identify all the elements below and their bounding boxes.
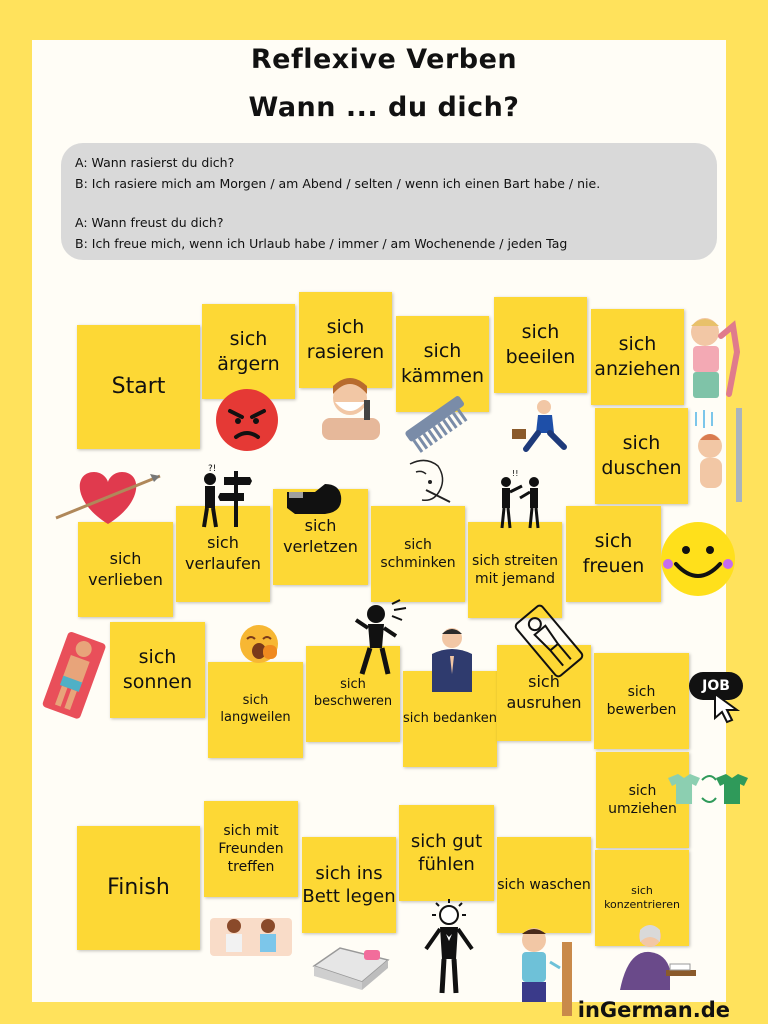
square-freuen: sich freuen [566,506,661,602]
square-langweilen: sich langweilen [208,662,303,758]
washing-child-icon [510,922,580,1018]
square-verletzen: sich verletzen [273,489,368,585]
example-dialog-box [61,143,717,260]
square-start: Start [77,325,200,449]
square-konzentrieren: sich konzentrieren [595,850,689,946]
child-shower-icon [690,406,746,504]
thankful-man-icon [428,626,476,692]
square-bett-legen: sich ins Bett legen [302,837,396,933]
square-aergern: sich ärgern [202,304,295,399]
dialog-line: B: Ich rasiere mich am Morgen / am Abend / selten / wenn ich einen Bart habe / nie. [75,176,601,191]
heart-arrow-icon [52,466,164,528]
square-ausruhen: sich ausruhen [497,645,591,741]
sunbathing-person-icon [42,632,110,720]
child-dressing-icon [683,312,739,406]
svg-text:!!: !! [512,469,519,478]
dialog-line: A: Wann rasierst du dich? [75,155,235,170]
concentrating-person-icon [610,920,698,992]
page-title: Reflexive Verben [250,44,518,75]
square-duschen: sich duschen [595,408,688,504]
people-arguing-icon [490,468,550,530]
lost-person-signpost-icon [196,465,254,529]
square-bewerben: sich bewerben [594,653,689,749]
shaving-man-icon [318,372,384,440]
square-freunde-treffen: sich mit Freunden treffen [204,801,298,897]
yawning-face-icon [237,623,281,665]
square-waschen: sich waschen [497,837,591,933]
complaining-person-icon [352,600,408,676]
dialog-line: A: Wann freust du dich? [75,215,224,230]
square-beeilen: sich beeilen [494,297,587,393]
job-label: JOB [689,672,743,700]
woman-makeup-icon [400,456,458,506]
square-sonnen: sich sonnen [110,622,205,718]
square-anziehen: sich anziehen [591,309,684,405]
bed-icon [310,932,392,990]
square-kaemmen: sich kämmen [396,316,489,412]
dialog-line: B: Ich freue mich, wenn ich Urlaub habe / immer / am Wochenende / jeden Tag [75,236,568,251]
square-finish: Finish [77,826,200,950]
resting-person-icon [514,605,584,677]
square-beschweren: sich beschweren [306,646,400,742]
square-verlaufen: sich verlaufen [176,506,270,602]
injured-hand-icon [285,482,343,518]
running-businessman-icon [508,397,574,455]
feeling-good-person-icon [418,899,480,995]
svg-text:?!: ?! [208,464,217,474]
square-bedanken: sich bedanken [403,671,497,767]
angry-face-icon [212,387,282,453]
page-subtitle: Wann ... du dich? [248,92,520,123]
square-verlieben: sich verlieben [78,522,173,617]
square-umziehen: sich umziehen [596,752,689,848]
moving-clothes-icon [664,770,760,808]
square-gut-fuehlen: sich gut fühlen [399,805,494,901]
cursor-arrow-icon [713,692,743,724]
square-schminken: sich schminken [371,506,465,602]
square-streiten: sich streiten mit jemand [468,522,562,618]
comb-icon [402,390,472,454]
happy-face-icon [658,520,738,598]
site-branding: inGerman.de [577,998,730,1022]
friends-meeting-icon [210,910,292,956]
square-rasieren: sich rasieren [299,292,392,388]
job-icon [689,672,747,724]
